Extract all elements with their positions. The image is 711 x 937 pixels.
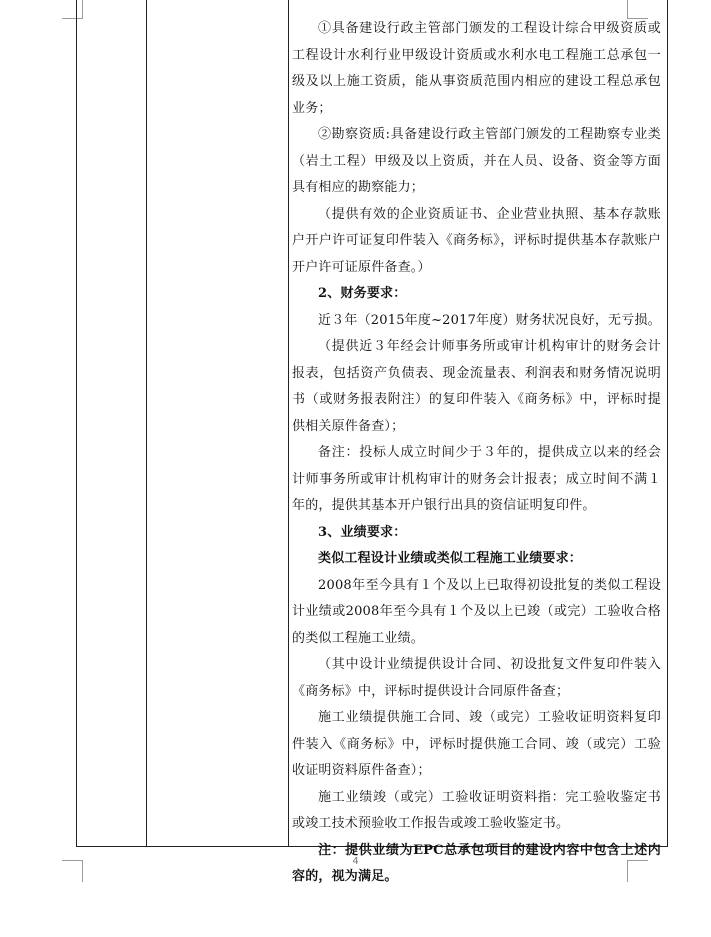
- paragraph: （其中设计业绩提供设计合同、初设批复文件复印件装入《商务标》中，评标时提供设计合同原件备查；: [292, 657, 661, 699]
- paragraph: 2008年至今具有１个及以上已取得初设批复的类似工程设计业绩或2008年至今具有１个及以上已竣（或完）工验收合格的类似工程施工业绩。: [292, 577, 661, 646]
- table-column-divider-2: [288, 0, 289, 846]
- paragraph: 施工业绩提供施工合同、竣（或完）工验收证明资料复印件装入《商务标》中，评标时提供施工合同、竣（或完）工验收证明资料原件备查）；: [292, 710, 661, 778]
- paragraph: ①具备建设行政主管部门颁发的工程设计综合甲级资质或工程设计水利行业甲级设计资质或水利水电工程施工总承包一级及以上施工资质，能从事资质范围内相应的建设工程总承包业务；: [292, 21, 661, 116]
- paragraph: 备注：投标人成立时间少于３年的，提供成立以来的经会计师事务所或审计机构审计的财务会计报表；成立时间不满１年的，提供其基本开户银行出具的资信证明复印件。: [292, 445, 661, 513]
- paragraph: 类似工程设计业绩或类似工程施工业绩要求：: [318, 551, 583, 566]
- paragraph: （提供近３年经会计师事务所或审计机构审计的财务会计报表，包括资产负债表、现金流量表、利润表和财务情况说明书（或财务报表附注）的复印件装入《商务标》中，评标时提供相关原件备查）；: [292, 339, 661, 434]
- paragraph: （提供有效的企业资质证书、企业营业执照、基本存款账户开户许可证复印件装入《商务标》，评标时提供基本存款账户开户许可证原件备查。）: [292, 206, 661, 275]
- paragraph: 近３年（2015年度~2017年度）财务状况良好，无亏损。: [318, 312, 661, 328]
- table-column-divider-1: [146, 0, 147, 846]
- paragraph: 2、财务要求：: [318, 286, 407, 301]
- page-number: 4: [352, 856, 359, 867]
- paragraph: 3、业绩要求：: [318, 524, 407, 540]
- paragraph: 注：提供业绩为EPC总承包项目的建设内容中包含上述内容的，视为满足。: [292, 842, 661, 884]
- paragraph: 施工业绩竣（或完）工验收证明资料指：完工验收鉴定书或竣工技术预验收工作报告或竣工验收鉴定书。: [292, 789, 661, 831]
- requirements-table: [76, 0, 668, 884]
- table-content-cell: [292, 16, 661, 891]
- paragraph: ②勘察资质:具备建设行政主管部门颁发的工程勘察专业类（岩土工程）甲级及以上资质，并在人员、设备、资金等方面具有相应的勘察能力；: [292, 127, 661, 195]
